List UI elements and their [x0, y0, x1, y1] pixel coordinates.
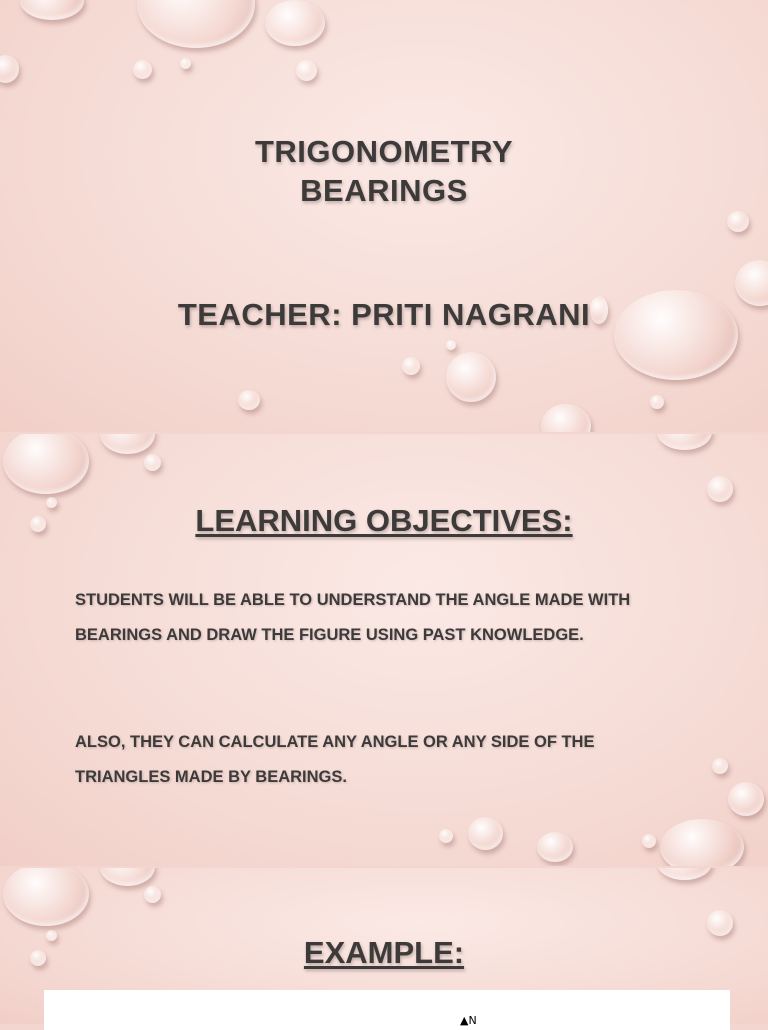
- water-drop-decoration: [660, 819, 744, 866]
- objective-paragraph: ALSO, THEY CAN CALCULATE ANY ANGLE OR ANY SIDE OF THE TRIANGLES MADE BY BEARINGS.: [75, 733, 595, 786]
- water-drop-decoration: [712, 758, 728, 774]
- water-drop-decoration: [728, 782, 764, 816]
- title-slide: [0, 0, 768, 432]
- water-drop-decoration: [642, 834, 656, 848]
- water-drop-decoration: [20, 0, 84, 20]
- water-drop-decoration: [707, 476, 733, 502]
- page-title: [0, 132, 768, 210]
- objective-paragraph: STUDENTS WILL BE ABLE TO UNDERSTAND THE ANGLE MADE WITH BEARINGS AND DRAW THE FIGURE USING PAST KNOWLEDGE.: [75, 591, 631, 644]
- water-drop-decoration: [180, 58, 191, 69]
- water-drop-decoration: [3, 868, 89, 926]
- example-heading: EXAMPLE:: [303, 935, 465, 970]
- water-drop-decoration: [707, 910, 733, 936]
- title-line-1: TRIGONOMETRY: [254, 134, 513, 169]
- water-drop-decoration: [446, 352, 496, 402]
- water-drop-decoration: [727, 211, 749, 232]
- teacher-name: TEACHER: PRITI NAGRANI: [177, 297, 591, 332]
- water-drop-decoration: [439, 829, 453, 843]
- water-drop-decoration: [100, 868, 155, 886]
- water-drop-decoration: [446, 340, 456, 350]
- water-drop-decoration: [657, 434, 712, 450]
- water-drop-decoration: [3, 434, 89, 494]
- north-arrow-icon: ▲N: [460, 1014, 477, 1027]
- water-drop-decoration: [657, 868, 712, 880]
- water-drop-decoration: [133, 60, 152, 79]
- water-drop-decoration: [537, 832, 573, 862]
- water-drop-decoration: [144, 886, 161, 903]
- title-line-2: BEARINGS: [300, 173, 468, 208]
- objectives-heading: LEARNING OBJECTIVES:: [195, 503, 573, 538]
- water-drop-decoration: [265, 0, 325, 46]
- water-drop-decoration: [144, 454, 161, 471]
- water-drop-decoration: [541, 404, 591, 432]
- water-drop-decoration: [238, 390, 260, 410]
- water-drop-decoration: [468, 817, 503, 850]
- north-label: N: [468, 1014, 477, 1027]
- water-drop-decoration: [0, 55, 19, 83]
- water-drop-decoration: [650, 395, 664, 409]
- water-drop-decoration: [402, 357, 420, 375]
- water-drop-decoration: [100, 434, 155, 454]
- water-drop-decoration: [296, 60, 317, 81]
- example-figure: [44, 990, 730, 1030]
- water-drop-decoration: [137, 0, 255, 48]
